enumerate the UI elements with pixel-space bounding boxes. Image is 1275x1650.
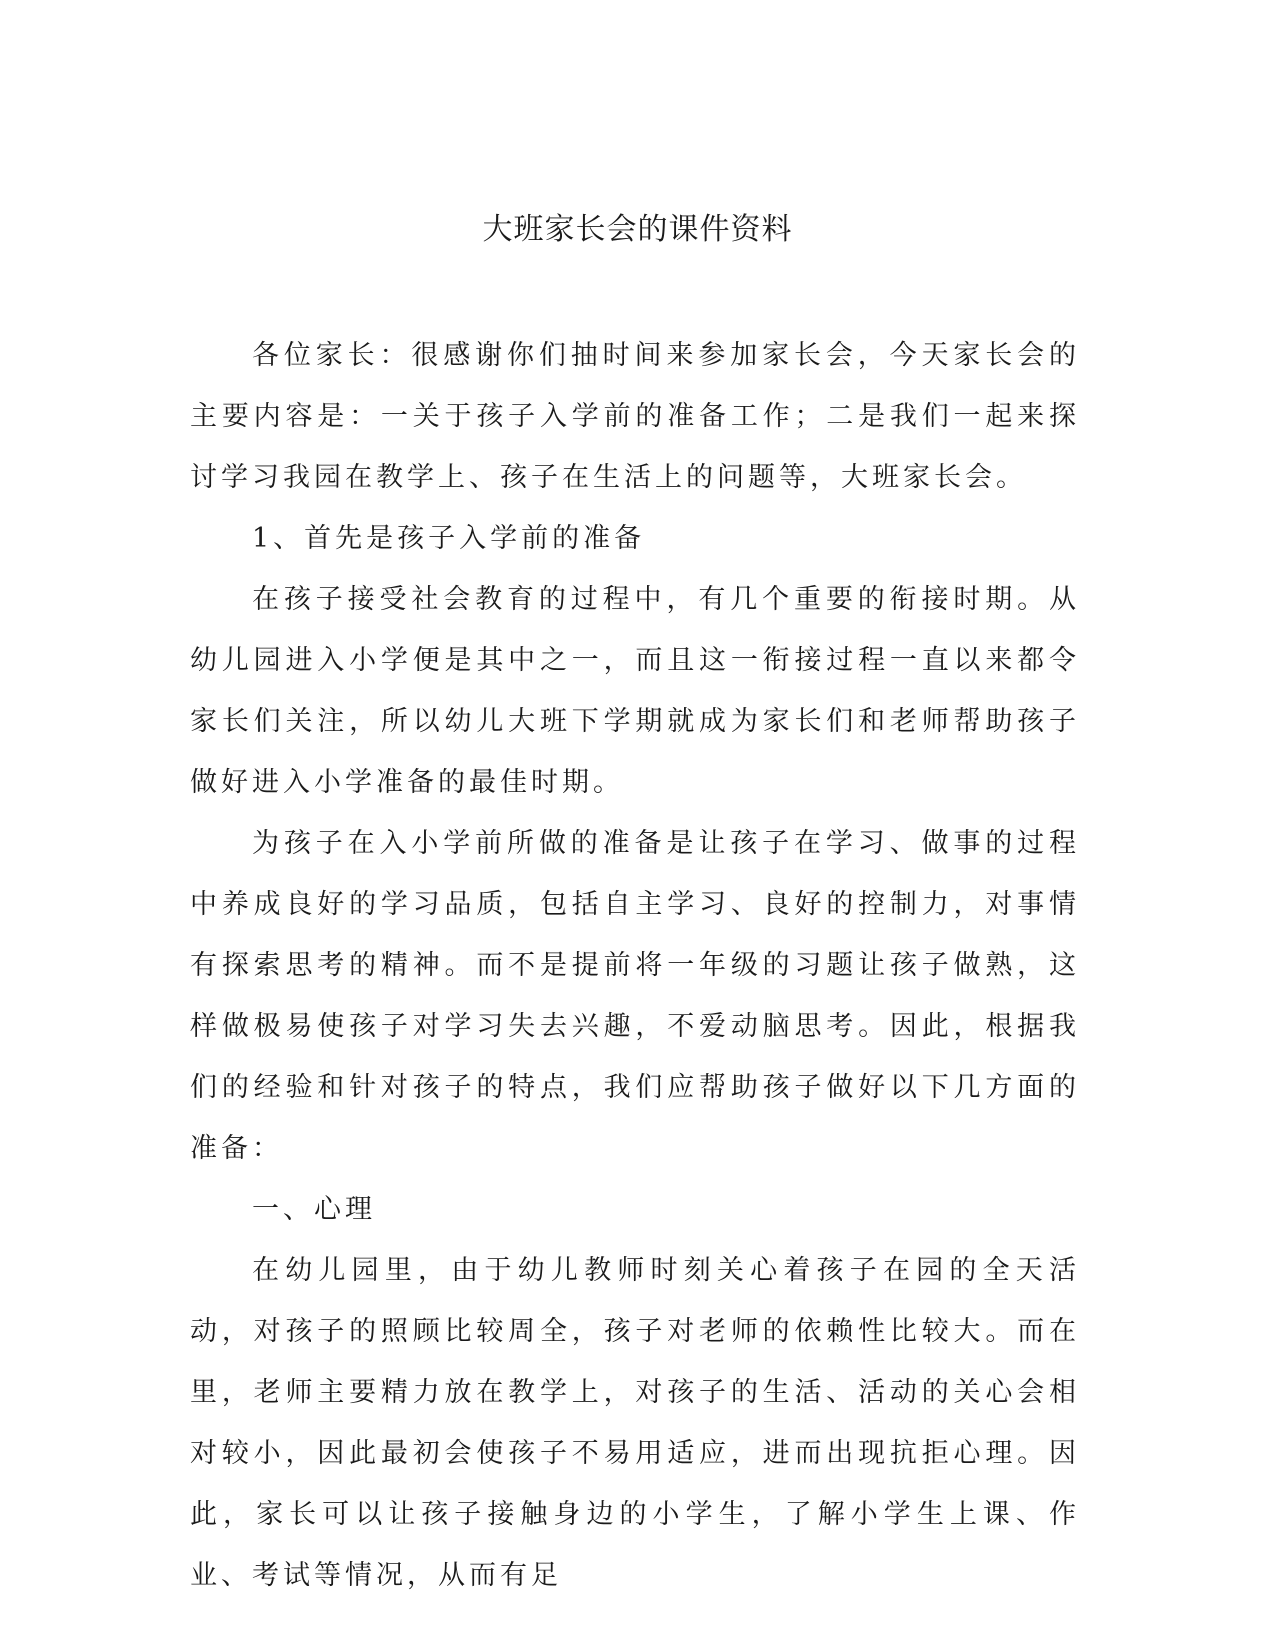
paragraph-psychology: 在幼儿园里，由于幼儿教师时刻关心着孩子在园的全天活动，对孩子的照顾比较周全，孩子对老师的依赖性比较大。而在里，老师主要精力放在教学上，对孩子的生活、活动的关心会相对较小，因此最初会使孩子不易用适应，进而出现抗拒心理。因此，家长可以让孩子接触身边的小学生，了解小学生上课、作业、考试等情况，从而有足 [190,1255,1080,1591]
paragraph-intro: 各位家长：很感谢你们抽时间来参加家长会，今天家长会的主要内容是：一关于孩子入学前的准备工作；二是我们一起来探讨学习我园在教学上、孩子在生活上的问题等，大班家长会。 [190,340,1080,493]
document-title: 大班家长会的课件资料 [482,212,793,247]
paragraph-transition-period: 在孩子接受社会教育的过程中，有几个重要的衔接时期。从幼儿园进入小学便是其中之一，而且这一衔接过程一直以来都令家长们关注，所以幼儿大班下学期就成为家长们和老师帮助孩子做好进入小学准备的最佳时期。 [190,584,1080,798]
section-heading-psychology: 一、心理 [252,1194,376,1225]
document-body [190,325,1080,1606]
section-heading-preparation: 1、首先是孩子入学前的准备 [252,523,646,554]
paragraph-learning-quality: 为孩子在入小学前所做的准备是让孩子在学习、做事的过程中养成良好的学习品质，包括自主学习、良好的控制力，对事情有探索思考的精神。而不是提前将一年级的习题让孩子做熟，这样做极易使孩子对学习失去兴趣，不爱动脑思考。因此，根据我们的经验和针对孩子的特点，我们应帮助孩子做好以下几方面的准备： [190,828,1080,1164]
